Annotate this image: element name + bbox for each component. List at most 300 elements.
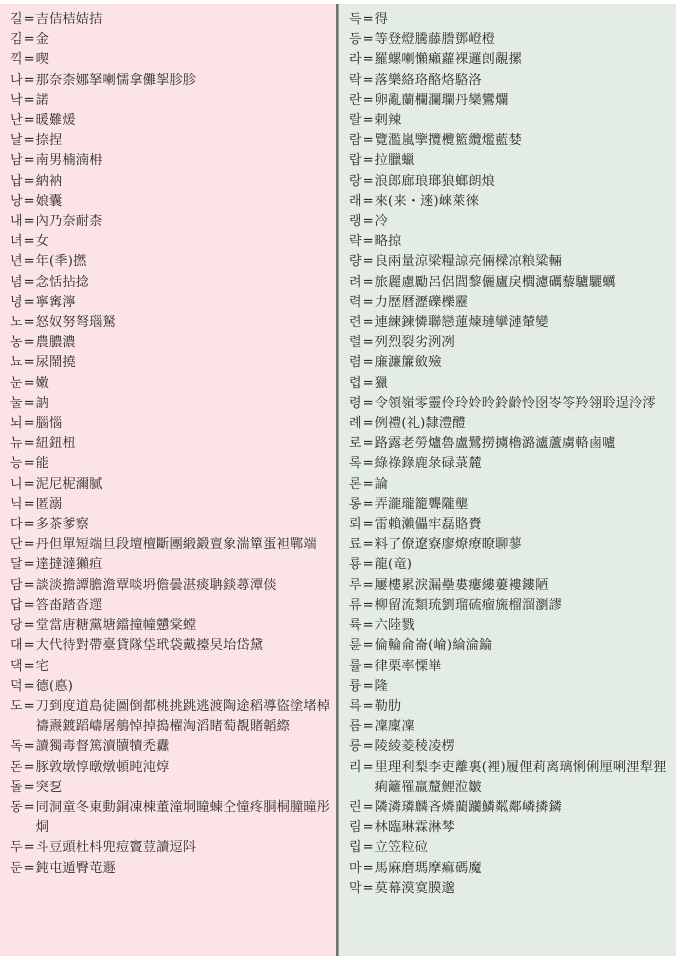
hangul-reading: 릉: [349, 739, 362, 755]
hanja-entry: [10, 212, 332, 232]
equals-sign: =: [362, 618, 374, 634]
hanja-characters: 那奈柰娜拏喇懦拿儺挐胗胗: [35, 72, 197, 88]
hangul-reading: 닉: [10, 496, 23, 512]
hanja-characters: 剌辣: [374, 113, 402, 129]
hangul-reading: 끽: [10, 52, 23, 68]
equals-sign: =: [362, 12, 374, 27]
hanja-characters: 金: [35, 32, 50, 48]
hangul-reading: 류: [349, 597, 362, 613]
hanja-characters: 捺捏: [35, 133, 63, 149]
hanja-entry: [349, 30, 672, 50]
equals-sign: =: [23, 375, 35, 391]
hangul-reading: 려: [349, 274, 362, 290]
hanja-entry: [349, 374, 672, 394]
hangul-reading: 록: [349, 456, 362, 472]
hanja-entry: [349, 313, 672, 333]
hanja-characters: 屢樓累淚漏壘婁瘻縷蔞褸鏤陋: [374, 577, 549, 593]
hangul-reading: 달: [10, 557, 23, 573]
equals-sign: =: [362, 840, 374, 856]
hanja-entry: [349, 414, 672, 434]
hanja-entry: [10, 495, 332, 515]
hanja-characters: 弄瀧瓏籠聾隴壟: [374, 496, 469, 512]
equals-sign: =: [362, 395, 374, 411]
hanja-characters: 斗豆頭杜枓兜痘竇荳讀逗阧: [35, 840, 197, 856]
equals-sign: =: [23, 173, 35, 189]
hanja-characters: 達撻澾獺疸: [35, 557, 103, 573]
hangul-reading: 남: [10, 153, 23, 169]
equals-sign: =: [23, 294, 35, 310]
hanja-entry: [349, 555, 672, 575]
hanja-entry: [349, 50, 672, 70]
hangul-reading: 두: [10, 840, 23, 856]
hangul-reading: 락: [349, 72, 362, 88]
hangul-reading: 답: [10, 597, 23, 613]
equals-sign: =: [362, 496, 374, 512]
equals-sign: =: [362, 113, 374, 129]
hanja-entry: [10, 596, 332, 616]
hanja-entry: [349, 293, 672, 313]
hanja-entry: [349, 212, 672, 232]
hanja-entry: [10, 838, 332, 858]
hangul-reading: 략: [349, 234, 362, 250]
hanja-entry: [349, 859, 672, 879]
hanja-characters: 匿溺: [35, 496, 63, 512]
equals-sign: =: [23, 456, 35, 472]
hanja-entry: [349, 879, 672, 899]
equals-sign: =: [23, 678, 35, 694]
hangul-reading: 랑: [349, 173, 362, 189]
hangul-reading: 담: [10, 577, 23, 593]
hangul-reading: 댁: [10, 658, 23, 674]
hanja-characters: 林臨琳霖淋棽: [374, 820, 455, 836]
hanja-entry: [10, 172, 332, 192]
hangul-reading: 랭: [349, 214, 362, 230]
hanja-characters: 等登燈騰藤謄鄧嶝橙: [374, 32, 496, 48]
hanja-entry: [349, 333, 672, 353]
equals-sign: =: [362, 416, 374, 432]
hanja-entry: [10, 657, 332, 677]
equals-sign: =: [362, 153, 374, 169]
hanja-characters: 談淡擔譚膽澹覃啖坍儋曇湛痰聃錟蕁潭倓: [35, 577, 277, 593]
hangul-reading: 력: [349, 294, 362, 310]
hanja-characters: 莫幕漠寞膜邈: [374, 880, 455, 896]
equals-sign: =: [23, 395, 35, 411]
hanja-characters: 連練鍊憐聯戀蓮煉璉攣漣輦變: [374, 315, 549, 331]
hanja-entry: [10, 616, 332, 636]
hangul-reading: 덕: [10, 678, 23, 694]
equals-sign: =: [362, 658, 374, 674]
hangul-reading: 니: [10, 476, 23, 492]
hangul-reading: 눌: [10, 395, 23, 411]
hanja-entry: [10, 636, 332, 656]
hanja-characters: 娘囊: [35, 193, 63, 209]
equals-sign: =: [362, 537, 374, 553]
equals-sign: =: [362, 880, 374, 896]
hangul-reading: 노: [10, 315, 23, 331]
hanja-characters: 豚敦墩惇暾燉頓旽沌焞: [35, 759, 170, 775]
hangul-reading: 능: [10, 456, 23, 472]
hangul-reading: 륵: [349, 698, 362, 714]
hangul-reading: 랍: [349, 153, 362, 169]
hanja-characters: 陵綾菱稜凌楞: [374, 739, 455, 755]
hanja-entry: [10, 758, 332, 778]
equals-sign: =: [362, 597, 374, 613]
hanja-entry: [349, 394, 672, 414]
hanja-characters: 料了僚遼寮廖燎療瞭聊蓼: [374, 537, 522, 553]
hanja-characters: 同洞童冬東動銅凍棟董潼垌瞳蝀仝憧疼胴桐朣曈彤烔: [35, 799, 331, 836]
equals-sign: =: [362, 193, 374, 209]
equals-sign: =: [362, 375, 374, 391]
hangul-reading: 단: [10, 537, 23, 553]
hanja-characters: 獵: [374, 375, 389, 391]
equals-sign: =: [23, 193, 35, 209]
hanja-characters: 浪郎廊琅瑯狼螂朗烺: [374, 173, 496, 189]
equals-sign: =: [362, 234, 374, 250]
hanja-entry: [349, 515, 672, 535]
equals-sign: =: [23, 496, 35, 512]
hanja-entry: [10, 313, 332, 333]
hanja-entry: [10, 273, 332, 293]
hanja-entry: [10, 91, 332, 111]
hangul-reading: 래: [349, 193, 362, 209]
equals-sign: =: [362, 719, 374, 735]
equals-sign: =: [362, 274, 374, 290]
hangul-reading: 동: [10, 799, 23, 815]
hangul-reading: 녕: [10, 294, 23, 310]
hangul-reading: 김: [10, 32, 23, 48]
hangul-reading: 롱: [349, 496, 362, 512]
hanja-characters: 怒奴努弩瑙駑: [35, 315, 116, 331]
hangul-reading: 마: [349, 860, 362, 876]
hanja-characters: 能: [35, 456, 50, 472]
hangul-reading: 료: [349, 537, 362, 553]
equals-sign: =: [362, 254, 374, 270]
equals-sign: =: [362, 436, 374, 452]
hanja-entry: [349, 616, 672, 636]
hangul-reading: 돌: [10, 779, 23, 795]
hangul-reading: 량: [349, 254, 362, 270]
hanja-entry: [10, 697, 332, 737]
hanja-entry: [10, 10, 332, 30]
hanja-characters: 令領嶺零靈伶玲姈昤鈴齡怜囹岺笭羚翎聆逞泠澪: [374, 395, 656, 411]
hanja-characters: 德(悳): [35, 678, 74, 694]
hanja-characters: 宅: [35, 658, 50, 674]
hanja-entry: [349, 192, 672, 212]
hangul-reading: 률: [349, 658, 362, 674]
hanja-entry: [10, 252, 332, 272]
hanja-entry: [349, 717, 672, 737]
hanja-characters: 大代待對帶臺貸隊垈玳袋戴擡旲坮岱黛: [35, 638, 264, 654]
equals-sign: =: [23, 12, 35, 27]
hangul-reading: 막: [349, 880, 362, 896]
hangul-reading: 나: [10, 72, 23, 88]
hanja-entry: [10, 778, 332, 798]
equals-sign: =: [362, 133, 374, 149]
hangul-reading: 납: [10, 173, 23, 189]
hanja-characters: 得: [374, 12, 389, 27]
equals-sign: =: [23, 72, 35, 88]
equals-sign: =: [23, 840, 35, 856]
equals-sign: =: [362, 335, 374, 351]
hanja-characters: 六陸戮: [374, 618, 415, 634]
equals-sign: =: [23, 557, 35, 573]
hanja-characters: 倫輪侖崙(崘)綸淪錀: [374, 638, 493, 654]
hanja-characters: 旅麗慮勵呂侶閭黎儷廬戾櫚濾礪藜驢驪蠣: [374, 274, 616, 290]
equals-sign: =: [362, 355, 374, 371]
hangul-reading: 륜: [349, 638, 362, 654]
hanja-characters: 多茶爹察: [35, 517, 90, 533]
hanja-entry: [10, 859, 332, 879]
equals-sign: =: [23, 254, 35, 270]
hanja-characters: 隣潾璘麟吝燐藺躪鱗粼鄰嶙撛鏻: [374, 799, 563, 815]
equals-sign: =: [23, 577, 35, 593]
hanja-entry: [349, 677, 672, 697]
hanja-characters: 律栗率慄崋: [374, 658, 442, 674]
hangul-reading: 뇌: [10, 416, 23, 432]
equals-sign: =: [23, 476, 35, 492]
hangul-reading: 리: [349, 759, 362, 775]
hanja-characters: 訥: [35, 395, 50, 411]
hanja-characters: 良兩量涼梁糧諒亮倆樑凉粮粱輛: [374, 254, 563, 270]
hanja-characters: 冷: [374, 214, 389, 230]
hangul-reading: 돈: [10, 759, 23, 775]
hanja-characters: 勒肋: [374, 698, 402, 714]
hangul-reading: 련: [349, 315, 362, 331]
hanja-entry: [10, 30, 332, 50]
equals-sign: =: [23, 214, 35, 230]
hanja-characters: 諾: [35, 92, 50, 108]
hanja-entry: [349, 576, 672, 596]
hanja-entry: [349, 657, 672, 677]
hanja-characters: 嫩: [35, 375, 50, 391]
equals-sign: =: [23, 517, 35, 533]
equals-sign: =: [23, 153, 35, 169]
hanja-entry: [10, 333, 332, 353]
hanja-characters: 立笠粒砬: [374, 840, 429, 856]
hanja-characters: 路露老勞爐魯盧鷺撈擄櫓潞瀘蘆虜輅鹵嚧: [374, 436, 616, 452]
equals-sign: =: [362, 678, 374, 694]
hanja-characters: 喫: [35, 52, 50, 68]
hangul-reading: 란: [349, 92, 362, 108]
equals-sign: =: [362, 456, 374, 472]
equals-sign: =: [23, 133, 35, 149]
hangul-reading: 륙: [349, 618, 362, 634]
hanja-entry: [10, 535, 332, 555]
hanja-characters: 綠祿錄鹿彔碌菉麓: [374, 456, 482, 472]
hangul-reading: 낭: [10, 193, 23, 209]
hanja-characters: 答畓踏沓遝: [35, 597, 103, 613]
hangul-reading: 룡: [349, 557, 362, 573]
hanja-entry: [349, 798, 672, 818]
hanja-characters: 泥尼柅濔膩: [35, 476, 103, 492]
hanja-characters: 拉臘蠟: [374, 153, 415, 169]
equals-sign: =: [23, 658, 35, 674]
hanja-characters: 女: [35, 234, 50, 250]
left-column: [0, 4, 338, 956]
hanja-characters: 腦惱: [35, 416, 63, 432]
hanja-entry: [349, 232, 672, 252]
hangul-reading: 뢰: [349, 517, 362, 533]
equals-sign: =: [362, 476, 374, 492]
equals-sign: =: [23, 274, 35, 290]
hangul-reading: 날: [10, 133, 23, 149]
hanja-entry: [10, 71, 332, 91]
hanja-characters: 南男楠湳枏: [35, 153, 103, 169]
hanja-characters: 龍(竜): [374, 557, 413, 573]
hanja-entry: [349, 737, 672, 757]
hangul-reading: 뇨: [10, 355, 23, 371]
equals-sign: =: [23, 698, 35, 714]
hanja-entry: [10, 576, 332, 596]
hanja-characters: 里理利梨李吏離裏(裡)履俚莉离璃悧俐厘唎浬犁狸痢籬罹羸釐鯉涖皺: [374, 759, 667, 795]
hanja-entry: [349, 273, 672, 293]
equals-sign: =: [23, 32, 35, 48]
equals-sign: =: [23, 355, 35, 371]
hanja-characters: 論: [374, 476, 389, 492]
hanja-entry: [349, 10, 672, 30]
hangul-reading: 령: [349, 395, 362, 411]
equals-sign: =: [362, 92, 374, 108]
hanja-characters: 廉濂簾斂殮: [374, 355, 442, 371]
hangul-reading: 륭: [349, 678, 362, 694]
equals-sign: =: [362, 860, 374, 876]
equals-sign: =: [23, 113, 35, 129]
hanja-characters: 念恬拈捻: [35, 274, 90, 290]
hanja-characters: 隆: [374, 678, 389, 694]
equals-sign: =: [362, 638, 374, 654]
hangul-reading: 득: [349, 12, 362, 27]
equals-sign: =: [23, 638, 35, 654]
equals-sign: =: [23, 759, 35, 775]
hangul-reading: 내: [10, 214, 23, 230]
hangul-reading: 등: [349, 32, 362, 48]
equals-sign: =: [362, 52, 374, 68]
hanja-entry: [349, 535, 672, 555]
hanja-characters: 落樂絡珞酪烙駱洛: [374, 72, 482, 88]
hanja-entry: [10, 192, 332, 212]
hanja-entry: [10, 555, 332, 575]
hanja-entry: [10, 111, 332, 131]
hangul-reading: 대: [10, 638, 23, 654]
equals-sign: =: [23, 597, 35, 613]
equals-sign: =: [362, 517, 374, 533]
hanja-entry: [10, 515, 332, 535]
hanja-entry: [349, 475, 672, 495]
hanja-entry: [10, 414, 332, 434]
hanja-characters: 覽濫嵐擥攬欖籃纜爁藍婪: [374, 133, 522, 149]
hanja-entry: [349, 818, 672, 838]
equals-sign: =: [362, 72, 374, 88]
equals-sign: =: [23, 779, 35, 795]
hanja-entry: [349, 434, 672, 454]
hanja-characters: 鈍屯遁臀芚遯: [35, 860, 116, 876]
hangul-reading: 랄: [349, 113, 362, 129]
hanja-entry: [349, 71, 672, 91]
hanja-entry: [349, 697, 672, 717]
hangul-reading: 린: [349, 799, 362, 815]
hanja-characters: 納衲: [35, 173, 63, 189]
hangul-reading: 례: [349, 416, 362, 432]
hangul-reading: 독: [10, 739, 23, 755]
hangul-reading: 립: [349, 840, 362, 856]
hanja-entry: [10, 798, 332, 838]
hangul-reading: 도: [10, 698, 23, 714]
equals-sign: =: [362, 214, 374, 230]
equals-sign: =: [23, 52, 35, 68]
hanja-entry: [349, 454, 672, 474]
hangul-reading: 농: [10, 335, 23, 351]
hangul-reading: 론: [349, 476, 362, 492]
hanja-characters: 例禮(礼)隸澧醴: [374, 416, 466, 432]
hangul-reading: 낙: [10, 92, 23, 108]
hanja-characters: 寧寗濘: [35, 294, 76, 310]
hanja-characters: 突乭: [35, 779, 63, 795]
hanja-entry: [10, 475, 332, 495]
hangul-reading: 둔: [10, 860, 23, 876]
hanja-entry: [10, 131, 332, 151]
equals-sign: =: [362, 294, 374, 310]
hanja-entry: [349, 636, 672, 656]
hanja-characters: 卵亂蘭欄瀾瓓丹欒鸞爛: [374, 92, 509, 108]
hanja-entry: [349, 758, 672, 798]
hanja-entry: [10, 50, 332, 70]
hanja-entry: [349, 495, 672, 515]
hanja-characters: 堂當唐糖黨塘鐺撞幢戇棠螳: [35, 618, 197, 634]
hanja-entry: [349, 91, 672, 111]
hangul-reading: 렬: [349, 335, 362, 351]
equals-sign: =: [23, 618, 35, 634]
hanja-characters: 凜廩凜: [374, 719, 415, 735]
equals-sign: =: [362, 32, 374, 48]
equals-sign: =: [23, 335, 35, 351]
hanja-characters: 馬麻磨瑪摩痲碼魔: [374, 860, 482, 876]
equals-sign: =: [23, 860, 35, 876]
equals-sign: =: [362, 315, 374, 331]
equals-sign: =: [362, 173, 374, 189]
hanja-entry: [10, 151, 332, 171]
hanja-entry: [10, 374, 332, 394]
hanja-entry: [10, 394, 332, 414]
hanja-characters: 力歷曆瀝礫櫟靂: [374, 294, 469, 310]
hanja-characters: 丹但單短端旦段壇檀斷團緞鍛亶象湍簞蛋袒鄲端: [35, 537, 317, 553]
hangul-reading: 다: [10, 517, 23, 533]
hangul-reading: 렴: [349, 355, 362, 371]
equals-sign: =: [23, 436, 35, 452]
hangul-reading: 렵: [349, 375, 362, 391]
hanja-entry: [10, 737, 332, 757]
hanja-characters: 柳留流類琉劉瑠硫瘤旒榴溜瀏謬: [374, 597, 563, 613]
hanja-entry: [10, 434, 332, 454]
hanja-entry: [10, 232, 332, 252]
hanja-characters: 紐鈕杻: [35, 436, 76, 452]
hanja-entry: [349, 353, 672, 373]
hanja-characters: 尿鬧撓: [35, 355, 76, 371]
equals-sign: =: [23, 537, 35, 553]
equals-sign: =: [362, 759, 374, 775]
hanja-entry: [349, 131, 672, 151]
hanja-entry: [10, 454, 332, 474]
hangul-reading: 뉴: [10, 436, 23, 452]
equals-sign: =: [23, 416, 35, 432]
hangul-reading: 름: [349, 719, 362, 735]
hangul-reading: 난: [10, 113, 23, 129]
hanja-entry: [10, 353, 332, 373]
hanja-characters: 列烈裂劣洌冽: [374, 335, 455, 351]
equals-sign: =: [23, 315, 35, 331]
equals-sign: =: [362, 557, 374, 573]
equals-sign: =: [362, 577, 374, 593]
right-column: [338, 4, 676, 956]
